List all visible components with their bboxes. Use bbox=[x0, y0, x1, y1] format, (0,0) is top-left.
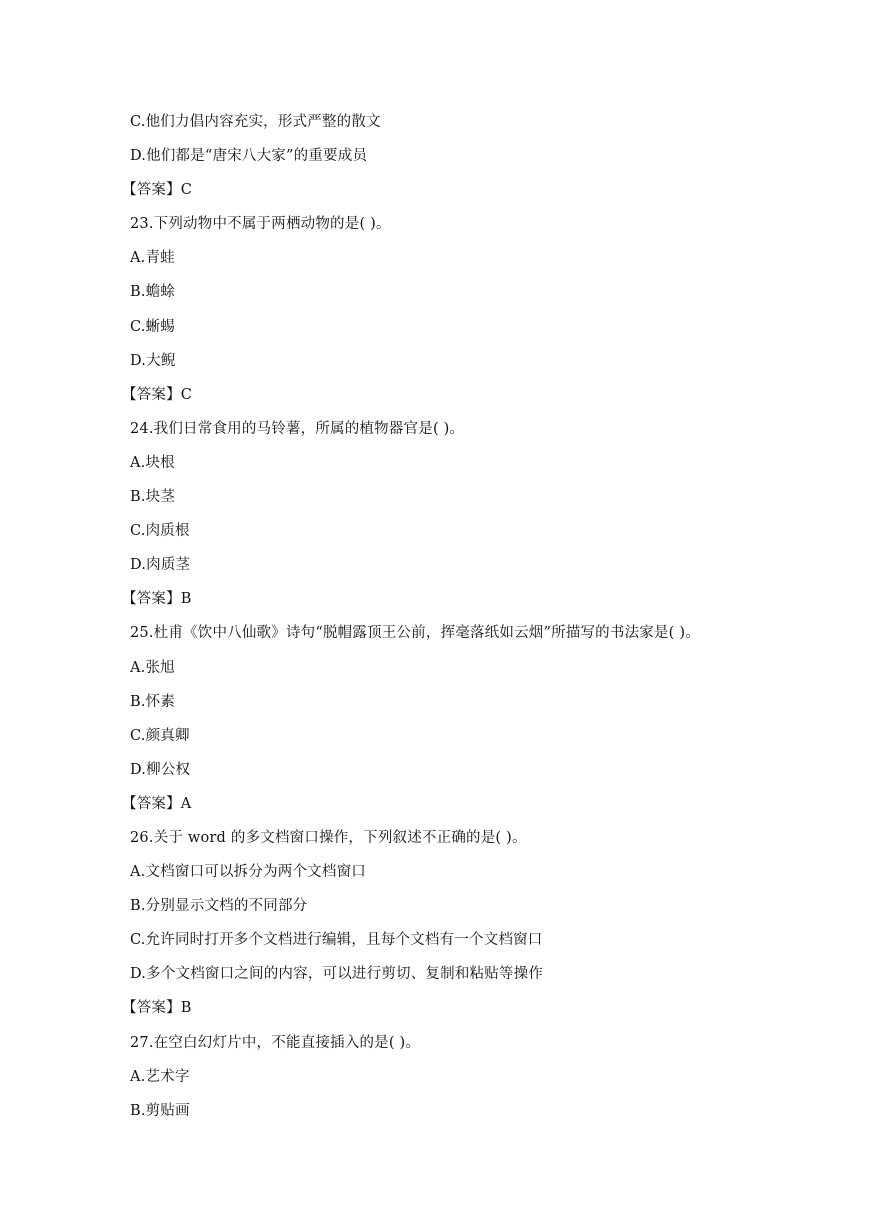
question-25-option-d: D.柳公权 bbox=[130, 761, 191, 778]
question-27-option-a: A.艺术字 bbox=[130, 1068, 190, 1085]
question-26-option-a: A.文档窗口可以拆分为两个文档窗口 bbox=[130, 864, 366, 881]
question-24-answer: 【答案】B bbox=[122, 591, 192, 608]
question-25-option-b: B.怀素 bbox=[130, 693, 176, 710]
question-25-answer: 【答案】A bbox=[122, 795, 192, 812]
question-23-option-c: C.蜥蜴 bbox=[130, 318, 175, 335]
question-27: 27.在空白幻灯片中，不能直接插入的是( )。 bbox=[130, 1034, 421, 1051]
question-25: 25.杜甫《饮中八仙歌》诗句“脱帽露顶王公前，挥毫落纸如云烟”所描写的书法家是( )。 bbox=[130, 625, 700, 642]
document-content bbox=[122, 110, 750, 1133]
question-24-option-b: B.块茎 bbox=[130, 489, 176, 506]
question-23-option-b: B.蟾蜍 bbox=[130, 284, 176, 301]
question-26-option-d: D.多个文档窗口之间的内容，可以进行剪切、复制和粘贴等操作 bbox=[130, 966, 544, 983]
question-26: 26.关于 word 的多文档窗口操作，下列叙述不正确的是( )。 bbox=[130, 829, 527, 846]
question-25-option-c: C.颜真卿 bbox=[130, 727, 190, 744]
question-23-answer: 【答案】C bbox=[122, 386, 193, 403]
question-23-option-d: D.大鲵 bbox=[130, 352, 176, 369]
question-24-option-a: A.块根 bbox=[130, 454, 175, 471]
question-26-option-c: C.允许同时打开多个文档进行编辑，且每个文档有一个文档窗口 bbox=[130, 932, 543, 949]
question-26-option-b: B.分别显示文档的不同部分 bbox=[130, 898, 308, 915]
question-26-answer: 【答案】B bbox=[122, 1000, 192, 1017]
question-27-option-b: B.剪贴画 bbox=[130, 1102, 190, 1119]
question-24-option-d: D.肉质茎 bbox=[130, 557, 191, 574]
question-24-option-c: C.肉质根 bbox=[130, 523, 190, 540]
question-23: 23.下列动物中不属于两栖动物的是( )。 bbox=[130, 216, 391, 233]
option-d-line: D.他们都是“唐宋八大家”的重要成员 bbox=[130, 148, 368, 165]
option-c-line: C.他们力倡内容充实，形式严整的散文 bbox=[130, 114, 381, 130]
question-24: 24.我们日常食用的马铃薯，所属的植物器官是( )。 bbox=[130, 420, 465, 437]
answer-line: 【答案】C bbox=[122, 182, 193, 199]
question-23-option-a: A.青蛙 bbox=[130, 250, 175, 267]
question-25-option-a: A.张旭 bbox=[130, 659, 175, 676]
